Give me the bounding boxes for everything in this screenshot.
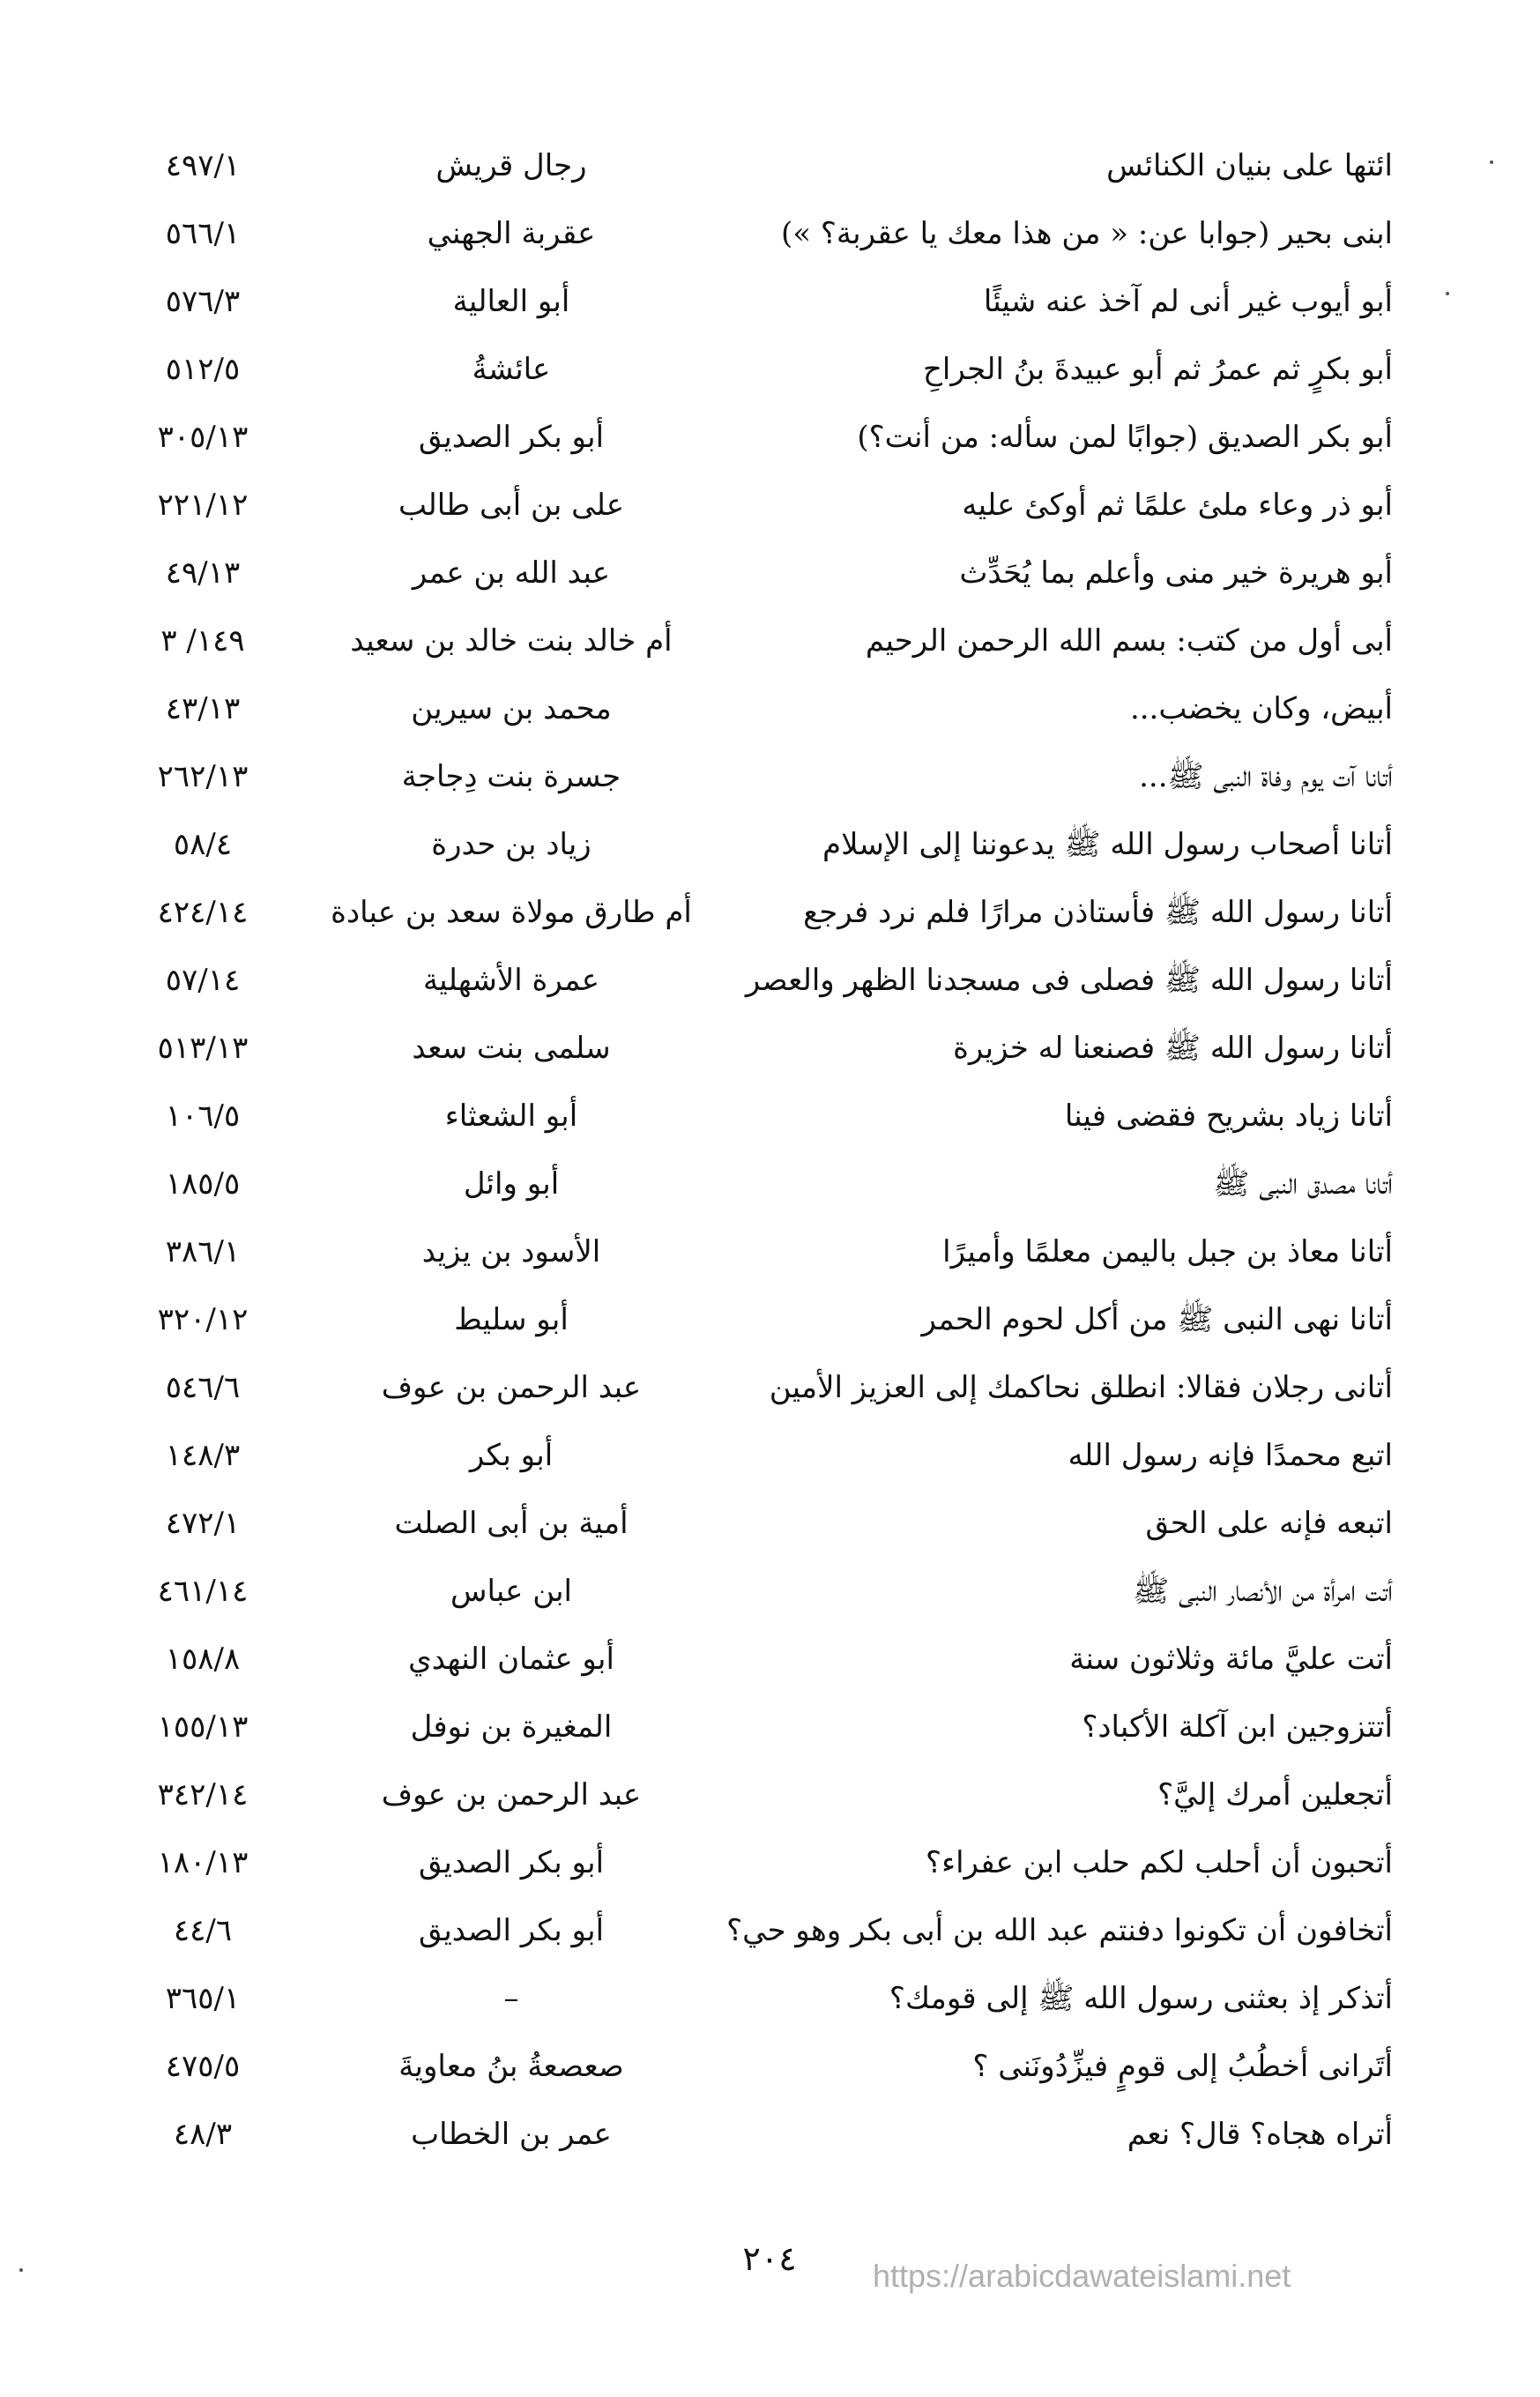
scan-speck [1490, 160, 1493, 164]
table-row [106, 1897, 1393, 1965]
hadith-text: أبو ذر وعاء ملئ علمًا ثم أوكئ عليه [962, 488, 1393, 523]
volume-page-ref: ٤٢٤/١٤ [157, 895, 249, 930]
table-row [106, 132, 1393, 200]
narrator-name: – [503, 1981, 519, 2016]
hadith-text: أتانا زياد بشريح فقضى فينا [1064, 1098, 1393, 1134]
table-row [106, 1150, 1393, 1218]
hadith-text: أبو هريرة خير منى وأعلم بما يُحَدِّث [959, 555, 1393, 591]
table-row [106, 1354, 1393, 1422]
hadith-text: اتبعه فإنه على الحق [1145, 1506, 1393, 1541]
volume-page-ref: ٣٠٥/١٣ [157, 420, 249, 455]
table-row [106, 1490, 1393, 1558]
hadith-text: ائتها على بنيان الكنائس [1106, 148, 1393, 183]
narrator-name: عبد الله بن عمر [412, 555, 611, 591]
volume-page-ref: ١٨٠/١٣ [157, 1845, 249, 1880]
volume-page-ref: ١٠٦/٥ [165, 1098, 241, 1134]
narrator-name: أم خالد بنت خالد بن سعيد [350, 623, 673, 659]
narrator-name: عبد الرحمن بن عوف [381, 1777, 642, 1813]
hadith-text: أتانا نهى النبى ﷺ من أكل لحوم الحمر [921, 1302, 1393, 1337]
volume-page-ref: ٢٢١/١٢ [157, 488, 249, 523]
volume-page-ref: ٤٧٢/١ [165, 1506, 241, 1541]
table-row [106, 2101, 1393, 2169]
table-row [106, 1965, 1393, 2033]
hadith-text: أتراه هجاه؟ قال؟ نعم [1127, 2117, 1393, 2152]
volume-page-ref: ١٤٩/ ٣ [160, 623, 245, 659]
narrator-name: أمية بن أبى الصلت [394, 1506, 629, 1541]
table-row [106, 472, 1393, 540]
hadith-text: ابنى بحير (جوابا عن: « من هذا معك يا عقربة؟ ») [780, 216, 1393, 251]
volume-page-ref: ٥١٢/٥ [165, 352, 241, 387]
volume-page-ref: ٤٩/١٣ [165, 555, 241, 591]
table-row [106, 879, 1393, 947]
narrator-name: ابن عباس [450, 1574, 572, 1609]
narrator-name: أبو عثمان النهدي [408, 1641, 614, 1677]
table-row [106, 1218, 1393, 1286]
hadith-text: أتتزوجين ابن آكلة الأكباد؟ [1082, 1709, 1393, 1745]
narrator-name: عبد الرحمن بن عوف [381, 1370, 642, 1405]
volume-page-ref: ١٤٨/٣ [165, 1438, 241, 1473]
narrator-name: على بن أبى طالب [398, 488, 625, 523]
scan-speck [19, 2268, 23, 2272]
hadith-text: أبى أول من كتب: بسم الله الرحمن الرحيم [865, 623, 1393, 659]
hadith-text: أتانا رسول الله ﷺ فصلى فى مسجدنا الظهر والعصر [745, 963, 1393, 998]
narrator-name: المغيرة بن نوفل [410, 1709, 613, 1745]
volume-page-ref: ٣٤٢/١٤ [157, 1777, 249, 1813]
hadith-text: أبو أيوب غير أنى لم آخذ عنه شيئًا [983, 284, 1393, 319]
hadith-text: أتذكر إذ بعثنى رسول الله ﷺ إلى قومك؟ [889, 1981, 1393, 2016]
hadith-index-table [106, 132, 1393, 2169]
table-row [106, 1083, 1393, 1150]
hadith-text: أتانا آت يوم وفاة النبى ﷺ... [1139, 759, 1393, 794]
table-row [106, 947, 1393, 1015]
volume-page-ref: ٥٧٦/٣ [165, 284, 241, 319]
table-row [106, 743, 1393, 811]
volume-page-ref: ١٥٨/٨ [165, 1641, 241, 1677]
narrator-name: أم طارق مولاة سعد بن عبادة [331, 895, 692, 930]
narrator-name: عمر بن الخطاب [411, 2117, 612, 2152]
narrator-name: الأسود بن يزيد [421, 1234, 601, 1269]
volume-page-ref: ٣٦٥/١ [165, 1981, 241, 2016]
narrator-name: عائشةُ [472, 352, 551, 387]
volume-page-ref: ٥٨/٤ [173, 827, 233, 862]
hadith-text: أتانا مصدق النبى ﷺ [1213, 1166, 1393, 1202]
hadith-text: اتبع محمدًا فإنه رسول الله [1068, 1438, 1393, 1473]
narrator-name: أبو بكر الصديق [418, 1913, 605, 1948]
hadith-text: أتانا معاذ بن جبل باليمن معلمًا وأميرًا [942, 1234, 1393, 1269]
table-row [106, 1558, 1393, 1626]
table-row [106, 404, 1393, 472]
table-row [106, 607, 1393, 675]
hadith-text: أبيض، وكان يخضب... [1129, 691, 1393, 726]
table-row [106, 1694, 1393, 1761]
hadith-text: أتانا رسول الله ﷺ فأستاذن مرارًا فلم نرد فرجع [803, 895, 1393, 930]
table-row [106, 1829, 1393, 1897]
hadith-text: أتت امرأة من الأنصار النبى ﷺ [1133, 1574, 1393, 1609]
table-row [106, 336, 1393, 404]
narrator-name: صعصعةُ بنُ معاويةَ [398, 2049, 624, 2084]
narrator-name: أبو الشعثاء [444, 1098, 578, 1134]
hadith-text: أتت عليَّ مائة وثلاثون سنة [1069, 1641, 1393, 1677]
volume-page-ref: ٤٤/٦ [173, 1913, 233, 1948]
table-row [106, 2033, 1393, 2101]
narrator-name: زياد بن حدرة [431, 827, 591, 862]
table-row [106, 675, 1393, 743]
volume-page-ref: ٤٩٧/١ [165, 148, 241, 183]
narrator-name: عقربة الجهني [427, 216, 596, 251]
volume-page-ref: ٤٨/٣ [173, 2117, 233, 2152]
volume-page-ref: ٣٢٠/١٢ [157, 1302, 249, 1337]
narrator-name: عمرة الأشهلية [422, 963, 600, 998]
table-row [106, 1015, 1393, 1083]
table-row [106, 540, 1393, 607]
volume-page-ref: ٣٨٦/١ [165, 1234, 241, 1269]
narrator-name: أبو بكر [469, 1438, 554, 1473]
narrator-name: أبو بكر الصديق [418, 1845, 605, 1880]
hadith-text: أتانا أصحاب رسول الله ﷺ يدعوننا إلى الإسلام [822, 827, 1393, 862]
page-number: ٢٠٤ [742, 2239, 797, 2278]
volume-page-ref: ١٨٥/٥ [165, 1166, 241, 1202]
hadith-text: أبو بكرٍ ثم عمرُ ثم أبو عبيدةَ بنُ الجراحِ [922, 352, 1393, 387]
table-row [106, 268, 1393, 336]
narrator-name: رجال قريش [435, 148, 587, 183]
watermark-url: https://arabicdawateislami.net [873, 2258, 1291, 2294]
narrator-name: أبو وائل [463, 1166, 560, 1202]
volume-page-ref: ٥٤٦/٦ [165, 1370, 241, 1405]
volume-page-ref: ٤٣/١٣ [165, 691, 241, 726]
volume-page-ref: ١٥٥/١٣ [157, 1709, 249, 1745]
narrator-name: محمد بن سيرين [411, 691, 612, 726]
table-row [106, 1422, 1393, 1490]
volume-page-ref: ٤٧٥/٥ [165, 2049, 241, 2084]
scan-speck [1446, 292, 1449, 295]
table-row [106, 1626, 1393, 1694]
narrator-name: أبو سليط [454, 1302, 569, 1337]
volume-page-ref: ٥٦٦/١ [165, 216, 241, 251]
table-row [106, 1286, 1393, 1354]
hadith-text: أتجعلين أمرك إليَّ؟ [1157, 1777, 1393, 1813]
narrator-name: جسرة بنت دِجاجة [401, 759, 621, 794]
hadith-text: أبو بكر الصديق (جوابًا لمن سأله: من أنت؟) [857, 420, 1393, 455]
hadith-text: أتَرانى أخطُبُ إلى قومٍ فيزِّدُونَنى ؟ [972, 2049, 1393, 2084]
volume-page-ref: ٢٦٢/١٣ [157, 759, 249, 794]
volume-page-ref: ٥٧/١٤ [165, 963, 241, 998]
hadith-text: أتخافون أن تكونوا دفنتم عبد الله بن أبى بكر وهو حي؟ [726, 1913, 1393, 1948]
table-row [106, 200, 1393, 268]
narrator-name: أبو بكر الصديق [418, 420, 605, 455]
narrator-name: سلمى بنت سعد [412, 1031, 611, 1066]
volume-page-ref: ٤٦١/١٤ [157, 1574, 249, 1609]
table-row [106, 811, 1393, 879]
narrator-name: أبو العالية [452, 284, 570, 319]
hadith-text: أتانى رجلان فقالا: انطلق نحاكمك إلى العزيز الأمين [769, 1370, 1393, 1405]
table-row [106, 1761, 1393, 1829]
hadith-text: أتانا رسول الله ﷺ فصنعنا له خزيرة [953, 1031, 1393, 1066]
volume-page-ref: ٥١٣/١٣ [157, 1031, 249, 1066]
hadith-text: أتحبون أن أحلب لكم حلب ابن عفراء؟ [926, 1845, 1393, 1880]
